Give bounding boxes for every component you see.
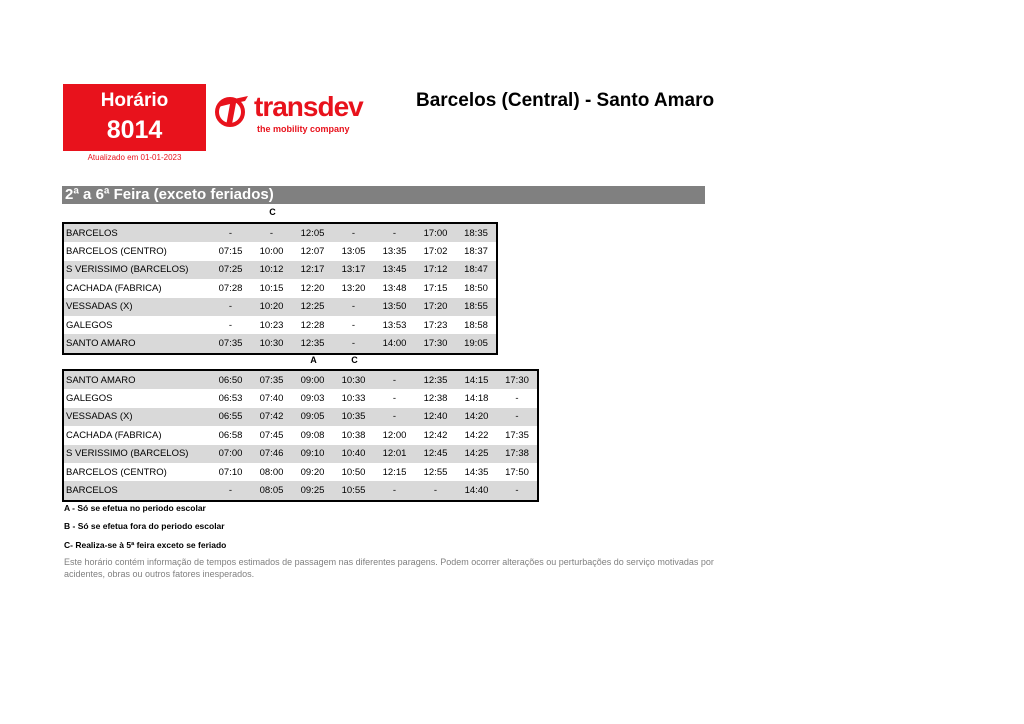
stop-name: BARCELOS <box>63 223 210 242</box>
departure-time: - <box>210 298 251 316</box>
departure-time: 14:00 <box>374 334 415 353</box>
departure-time: 10:12 <box>251 261 292 279</box>
departure-time: 07:35 <box>210 334 251 353</box>
departure-time: 09:10 <box>292 445 333 463</box>
table-row <box>63 334 497 353</box>
departure-time: 07:42 <box>251 408 292 426</box>
departure-time: 13:05 <box>333 242 374 260</box>
departure-time: - <box>251 223 292 242</box>
departure-time: 13:50 <box>374 298 415 316</box>
table1-column-marks <box>62 207 496 221</box>
badge-label: Horário <box>100 90 169 111</box>
logo-wordmark: transdev <box>254 91 363 122</box>
stop-name: SANTO AMARO <box>63 334 210 353</box>
stop-name: S VERISSIMO (BARCELOS) <box>63 445 210 463</box>
departure-time: 14:15 <box>456 370 497 389</box>
note-b: B - Só se efetua fora do periodo escolar <box>64 521 225 531</box>
line-number: 8014 <box>106 116 163 144</box>
departure-time: 12:01 <box>374 445 415 463</box>
table2-column-marks <box>62 355 537 369</box>
departure-time: - <box>497 389 538 407</box>
departure-time: 18:37 <box>456 242 497 260</box>
departure-time: 12:28 <box>292 316 333 334</box>
departure-time: 06:50 <box>210 370 251 389</box>
section-title: 2ª a 6ª Feira (exceto feriados) <box>62 186 705 204</box>
departure-time: - <box>210 481 251 500</box>
departure-time: - <box>497 408 538 426</box>
table-row <box>63 279 497 297</box>
departure-time: 17:20 <box>415 298 456 316</box>
stop-name: S VERISSIMO (BARCELOS) <box>63 261 210 279</box>
line-badge <box>63 84 206 151</box>
departure-time: 18:58 <box>456 316 497 334</box>
disclaimer: Este horário contém informação de tempos estimados de passagem nas diferentes paragens. Podem ocorrer alterações ou perturbações do serviço motivadas por acidentes, obras ou outros fatores inesperados. <box>64 557 714 579</box>
stop-name: BARCELOS <box>63 481 210 500</box>
departure-time: 12:45 <box>415 445 456 463</box>
departure-time: 10:38 <box>333 426 374 444</box>
departure-time: 12:05 <box>292 223 333 242</box>
departure-time: 13:17 <box>333 261 374 279</box>
departure-time: 12:15 <box>374 463 415 481</box>
departure-time: 17:15 <box>415 279 456 297</box>
departure-time: 09:00 <box>292 370 333 389</box>
departure-time: 13:20 <box>333 279 374 297</box>
stop-name: VESSADAS (X) <box>63 298 210 316</box>
departure-time: 17:00 <box>415 223 456 242</box>
departure-time: 07:28 <box>210 279 251 297</box>
stop-name: GALEGOS <box>63 389 210 407</box>
stop-name: CACHADA (FABRICA) <box>63 279 210 297</box>
departure-time: - <box>333 298 374 316</box>
table-row <box>63 408 538 426</box>
departure-time: 17:30 <box>497 370 538 389</box>
transdev-logo-icon <box>214 88 254 132</box>
departure-time: 14:40 <box>456 481 497 500</box>
departure-time: 19:05 <box>456 334 497 353</box>
departure-time: 12:07 <box>292 242 333 260</box>
departure-time: 12:55 <box>415 463 456 481</box>
departure-time: 18:50 <box>456 279 497 297</box>
departure-time: 13:48 <box>374 279 415 297</box>
departure-time: 12:35 <box>292 334 333 353</box>
stop-name: BARCELOS (CENTRO) <box>63 463 210 481</box>
departure-time: 08:05 <box>251 481 292 500</box>
note-c: C- Realiza-se à 5ª feira exceto se feriado <box>64 540 227 550</box>
stop-name: CACHADA (FABRICA) <box>63 426 210 444</box>
column-mark: C <box>269 207 276 217</box>
departure-time: 09:20 <box>292 463 333 481</box>
route-title: Barcelos (Central) - Santo Amaro <box>416 90 715 111</box>
table-row <box>63 316 497 334</box>
departure-time: 09:03 <box>292 389 333 407</box>
departure-time: 12:17 <box>292 261 333 279</box>
departure-time: 17:50 <box>497 463 538 481</box>
stop-name: BARCELOS (CENTRO) <box>63 242 210 260</box>
departure-time: 18:55 <box>456 298 497 316</box>
departure-time: 10:30 <box>333 370 374 389</box>
departure-time: 07:35 <box>251 370 292 389</box>
departure-time: 09:05 <box>292 408 333 426</box>
departure-time: 10:23 <box>251 316 292 334</box>
departure-time: 12:25 <box>292 298 333 316</box>
departure-time: 09:25 <box>292 481 333 500</box>
departure-time: 10:20 <box>251 298 292 316</box>
departure-time: 17:02 <box>415 242 456 260</box>
departure-time: 07:15 <box>210 242 251 260</box>
departure-time: 12:40 <box>415 408 456 426</box>
departure-time: 10:00 <box>251 242 292 260</box>
departure-time: 10:15 <box>251 279 292 297</box>
table-row <box>63 426 538 444</box>
departure-time: - <box>374 481 415 500</box>
departure-time: 06:58 <box>210 426 251 444</box>
departure-time: 10:35 <box>333 408 374 426</box>
departure-time: 12:38 <box>415 389 456 407</box>
departure-time: 07:00 <box>210 445 251 463</box>
table-row <box>63 242 497 260</box>
departure-time: 07:40 <box>251 389 292 407</box>
departure-time: 14:20 <box>456 408 497 426</box>
note-a: A - Só se efetua no periodo escolar <box>64 503 206 513</box>
table-row <box>63 389 538 407</box>
departure-time: 07:45 <box>251 426 292 444</box>
timetable-2 <box>62 369 539 502</box>
departure-time: 14:22 <box>456 426 497 444</box>
column-mark: A <box>310 355 317 365</box>
departure-time: 10:50 <box>333 463 374 481</box>
departure-time: 07:25 <box>210 261 251 279</box>
departure-time: 10:33 <box>333 389 374 407</box>
departure-time: 13:45 <box>374 261 415 279</box>
updated-date: Atualizado em 01-01-2023 <box>87 153 182 162</box>
table-row <box>63 370 538 389</box>
stop-name: VESSADAS (X) <box>63 408 210 426</box>
departure-time: 17:12 <box>415 261 456 279</box>
table-row <box>63 261 497 279</box>
departure-time: 17:38 <box>497 445 538 463</box>
departure-time: 07:10 <box>210 463 251 481</box>
departure-time: 13:35 <box>374 242 415 260</box>
departure-time: 08:00 <box>251 463 292 481</box>
departure-time: 18:35 <box>456 223 497 242</box>
departure-time: 12:20 <box>292 279 333 297</box>
departure-time: 12:00 <box>374 426 415 444</box>
departure-time: 07:46 <box>251 445 292 463</box>
departure-time: - <box>210 316 251 334</box>
departure-time: 10:55 <box>333 481 374 500</box>
departure-time: - <box>374 408 415 426</box>
column-mark: C <box>351 355 358 365</box>
table-row <box>63 463 538 481</box>
table-row <box>63 481 538 500</box>
departure-time: - <box>374 370 415 389</box>
table-row <box>63 298 497 316</box>
departure-time: 14:25 <box>456 445 497 463</box>
departure-time: - <box>497 481 538 500</box>
departure-time: - <box>333 316 374 334</box>
departure-time: - <box>333 334 374 353</box>
departure-time: - <box>333 223 374 242</box>
departure-time: - <box>415 481 456 500</box>
departure-time: 10:30 <box>251 334 292 353</box>
timetable-1 <box>62 222 498 355</box>
departure-time: 06:55 <box>210 408 251 426</box>
departure-time: 14:18 <box>456 389 497 407</box>
departure-time: 18:47 <box>456 261 497 279</box>
departure-time: 12:35 <box>415 370 456 389</box>
stop-name: GALEGOS <box>63 316 210 334</box>
table-row <box>63 445 538 463</box>
departure-time: - <box>374 223 415 242</box>
departure-time: 17:35 <box>497 426 538 444</box>
departure-time: 17:23 <box>415 316 456 334</box>
departure-time: 13:53 <box>374 316 415 334</box>
departure-time: 06:53 <box>210 389 251 407</box>
transdev-logo <box>214 88 363 140</box>
departure-time: - <box>374 389 415 407</box>
table-row <box>63 223 497 242</box>
departure-time: - <box>210 223 251 242</box>
logo-tagline: the mobility company <box>257 124 350 134</box>
departure-time: 10:40 <box>333 445 374 463</box>
departure-time: 14:35 <box>456 463 497 481</box>
departure-time: 09:08 <box>292 426 333 444</box>
departure-time: 17:30 <box>415 334 456 353</box>
stop-name: SANTO AMARO <box>63 370 210 389</box>
departure-time: 12:42 <box>415 426 456 444</box>
